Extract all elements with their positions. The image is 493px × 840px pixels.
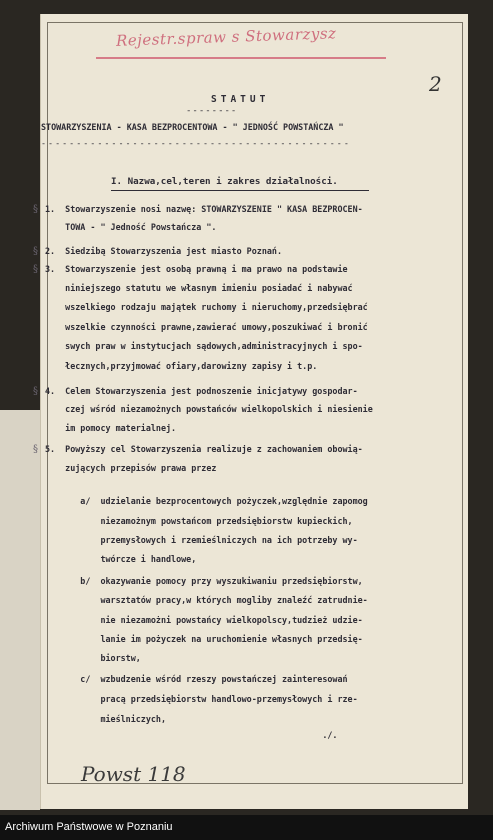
statute-line: im pomocy materialnej. [45, 423, 177, 433]
statute-line: wszelkiego rodzaju majątek ruchomy i nieruchomy,przedsiębrać [45, 302, 368, 312]
statute-line: TOWA - " Jedność Powstańcza ". [45, 222, 217, 232]
statute-line: a/ udzielanie bezprocentowych pożyczek,względnie zapomog [45, 496, 368, 506]
document-title: STATUT [211, 94, 270, 105]
document-page [33, 14, 468, 809]
margin-mark: § [33, 264, 38, 275]
handwritten-reference: Powst 118 [81, 762, 186, 786]
handwritten-annotation: Rejestr.spraw s Stowarzysz [115, 24, 337, 50]
statute-line: 2. Siedzibą Stowarzyszenia jest miasto Poznań. [45, 246, 282, 256]
statute-line: swych praw w instytucjach sądowych,administracyjnych i spo- [45, 341, 363, 351]
page-frame [47, 22, 463, 784]
statute-line: 3. Stowarzyszenie jest osobą prawną i ma prawo na podstawie [45, 264, 348, 274]
statute-line: twórcze i handlowe, [45, 554, 197, 564]
red-underline [96, 57, 386, 59]
archive-footer [0, 815, 493, 840]
statute-line: lanie im pożyczek na uruchomienie własnych przedsię- [45, 634, 363, 644]
section-underline [111, 190, 369, 191]
section-heading: I. Nazwa,cel,teren i zakres działalności. [111, 176, 338, 187]
statute-line: zujących przepisów prawa przez [45, 463, 217, 473]
margin-mark: § [33, 444, 38, 455]
statute-line: c/ wzbudzenie wśród rzeszy powstańczej zainteresowań [45, 674, 348, 684]
subtitle-rule: -------------------------------------------- [41, 138, 351, 148]
statute-line: 4. Celem Stowarzyszenia jest podnoszenie inicjatywy gospodar- [45, 386, 358, 396]
statute-line: niezamożnym powstańcom przedsiębiorstw kupieckich, [45, 516, 353, 526]
statute-line: b/ okazywanie pomocy przy wyszukiwaniu przedsiębiorstw, [45, 576, 363, 586]
statute-line: niniejszego statutu we własnym imieniu posiadać i nabywać [45, 283, 353, 293]
statute-line: przemysłowych i rzemieślniczych na ich potrzeby wy- [45, 535, 358, 545]
title-underline: -------- [186, 106, 238, 116]
statute-line: warsztatów pracy,w których mogliby znaleźć zatrudnie- [45, 595, 368, 605]
statute-line: pracą przedsiębiorstw handlowo-przemysłowych i rze- [45, 694, 358, 704]
page-number: 2 [429, 72, 442, 96]
statute-line: ./. [45, 730, 338, 740]
statute-line: czej wśród niezamożnych powstańców wielkopolskich i niesienie [45, 404, 373, 414]
margin-mark: § [33, 204, 38, 215]
statute-line: wszelkie czynności prawne,zawierać umowy,poszukiwać i bronić [45, 322, 368, 332]
margin-mark: § [33, 386, 38, 397]
left-paper-strip [0, 410, 40, 810]
statute-line: 5. Powyższy cel Stowarzyszenia realizuje z zachowaniem obowią- [45, 444, 363, 454]
statute-line: biorstw, [45, 653, 141, 663]
archive-name: Archiwum Państwowe w Poznaniu [5, 821, 173, 833]
statute-line: 1. Stowarzyszenie nosi nazwę: STOWARZYSZENIE " KASA BEZPROCEN- [45, 204, 363, 214]
statute-line: mieślniczych, [45, 714, 167, 724]
statute-line: nie niezamożni powstańcy wielkopolscy,tudzież udzie- [45, 615, 363, 625]
statute-line: łecznych,przyjmować ofiary,darowizny zapisy i t.p. [45, 361, 318, 371]
document-subtitle: STOWARZYSZENIA - KASA BEZPROCENTOWA - " JEDNOŚĆ POWSTAŃCZA " [41, 122, 344, 132]
margin-mark: § [33, 246, 38, 257]
